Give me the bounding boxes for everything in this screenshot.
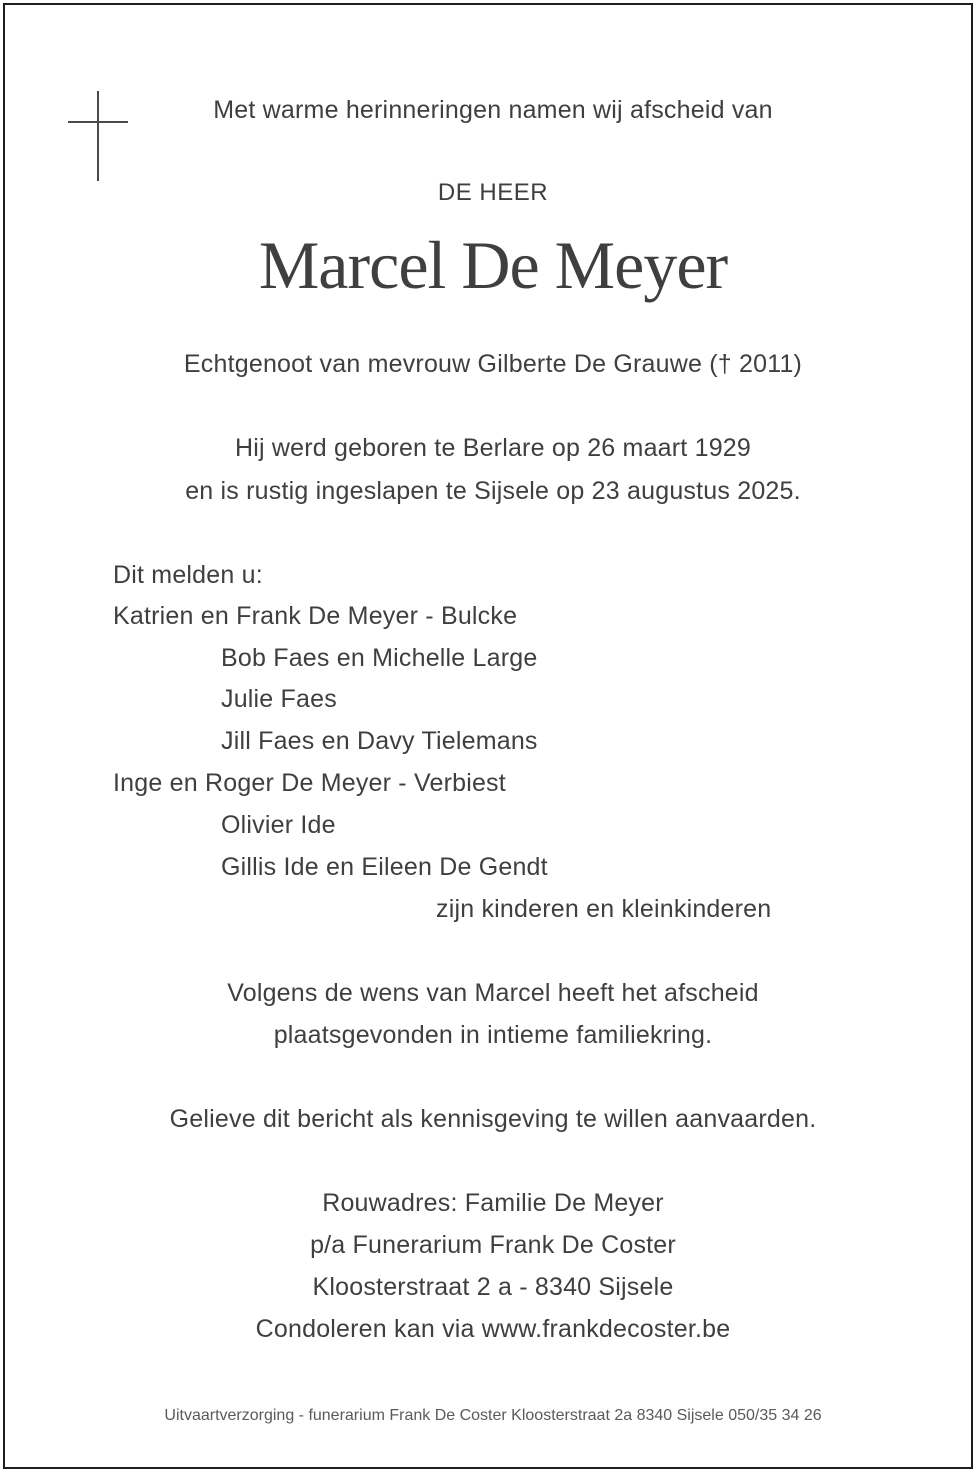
condolence-link[interactable]: Condoleren kan via www.frankdecoster.be	[255, 1315, 731, 1343]
funeral-home-footer: Uitvaartverzorging - funerarium Frank De Coster Kloosterstraat 2a 8340 Sijsele 050/35 34 26	[164, 1407, 822, 1424]
family-member: Inge en Roger De Meyer - Verbiest	[113, 769, 506, 797]
announce-text: Dit melden u:	[113, 561, 263, 589]
family-member: Katrien en Frank De Meyer - Bulcke	[113, 602, 518, 630]
family-closing: zijn kinderen en kleinkinderen	[436, 895, 772, 923]
address-line: Kloosterstraat 2 a - 8340 Sijsele	[312, 1273, 674, 1301]
death-text: en is rustig ingeslapen te Sijsele op 23 augustus 2025.	[185, 477, 801, 505]
intro-text: Met warme herinneringen namen wij afscheid van	[213, 96, 773, 124]
honorific-title: DE HEER	[437, 179, 549, 206]
obituary-card	[3, 3, 973, 1469]
wish-text-line2: plaatsgevonden in intieme familiekring.	[273, 1021, 713, 1049]
birth-text: Hij werd geboren te Berlare op 26 maart 1929	[234, 434, 752, 462]
address-line: Rouwadres: Familie De Meyer	[322, 1189, 664, 1217]
spouse-text: Echtgenoot van mevrouw Gilberte De Grauwe († 2011)	[183, 350, 803, 378]
notice-text: Gelieve dit bericht als kennisgeving te willen aanvaarden.	[169, 1105, 817, 1133]
wish-text-line1: Volgens de wens van Marcel heeft het afscheid	[227, 979, 759, 1007]
family-member: Jill Faes en Davy Tielemans	[221, 727, 538, 755]
family-member: Gillis Ide en Eileen De Gendt	[221, 853, 548, 881]
deceased-name: Marcel De Meyer	[258, 227, 728, 303]
address-line: p/a Funerarium Frank De Coster	[310, 1231, 676, 1259]
family-member: Olivier Ide	[221, 811, 336, 839]
family-member: Julie Faes	[221, 685, 337, 713]
family-member: Bob Faes en Michelle Large	[221, 644, 538, 672]
